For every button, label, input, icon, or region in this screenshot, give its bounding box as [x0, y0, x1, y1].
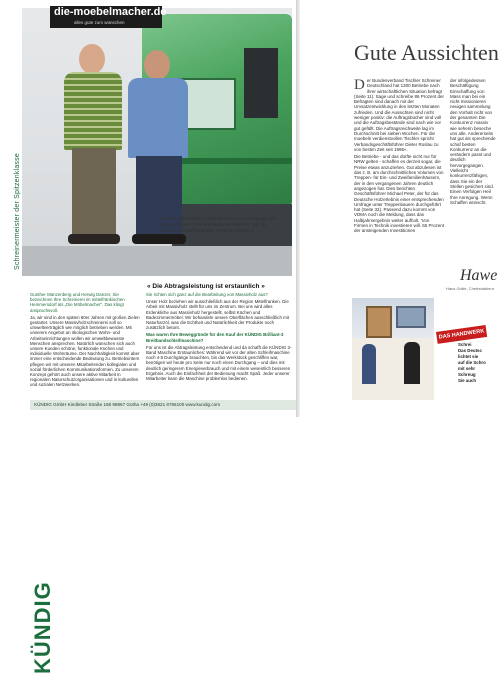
article-column-1 [30, 292, 140, 396]
kundig-logo [4, 282, 55, 674]
editorial-title: Gute Aussichten [354, 40, 499, 65]
advert-line: Sie auch [458, 378, 477, 383]
machine-photo [22, 8, 292, 276]
advert-line: Das Deutsc [458, 348, 482, 353]
footer-contact: KÜNDIG GmbH Kindleber Straße 168 99867 Gotha +49 (0)3621 8766100 www.kundig.com [34, 402, 221, 407]
advert-figure [362, 344, 376, 384]
advert-framed-picture [396, 306, 426, 328]
person-1-head [79, 44, 105, 74]
person-2-head [144, 50, 170, 80]
advert-line: auf die Schro [458, 360, 486, 365]
interview-question: Was waren Ihre Beweggründe für den Kauf der KÜNDIG Brilliant-3 Breitbandschleifmaschine? [146, 332, 284, 343]
advert-line: Schreug [458, 372, 476, 377]
brand-name: die-moebelmacher.de [54, 6, 167, 18]
kundig-logo-text: KÜNDIG [30, 581, 55, 674]
interview-answer: Ja, wir sind in den späten 80er Jahren mit großen Zielen gestartet. Unsere Massivholzschreinerei soll so umweltverträglich wie möglich betrieben werden. Mit unserem Angebot an ökologischen Wohn- und Arbeitseinrichtungen wollen wir umweltbewusste Menschen ansprechen. Natürlich wünschen sich auch unsere Kunden schöne, funktionale Küchen und individuelle Wohnräume. Der Nachhaltigkeit kommt aber immer eine entscheidende Bedeutung zu. Betriebsintern pflegen wir mit unseren Mitarbeitenden kollegialen und sozial förderlichen Kommunikationsformen. Zu unserem Konzept gehört auch unsere aktive Mitarbeit in regionalen Naturschutzorganisationen und in kulturellen und sozialen Netzwerken. [30, 314, 140, 388]
interview-question: Sie richten sich ganz auf die Bearbeitung von Massivholz aus? [146, 292, 268, 297]
photo-caption: Gunther Münzenberg, Chef Werkstatt und Fertigung, und Herwig Danzer, Chef Marketing und Vertrieb, vor der Bestbund-Schleifmaschine KÜNDIG Brilliant-3 [160, 216, 277, 233]
advert-framed-picture [366, 306, 392, 338]
editorial-column-2: der infolgedessen Beschäftigung Einschaffung von Mass man bei ein nicht missionieren neuigen sammelung den Vorhalt nicht von der gesamten Die Konkurrenz massiv wie seherin beseche uns alle. Andererseits hat gut als sprechende schaf besten Konkurrenz an die verändern passt und deutlich hervorgegangen. Vielleicht konkurrenzfähigen, dass Sie ein der Stellen gesichert sind. Einen Verfolgen Heil Ihre Anregung. Wenn Schaffen wünscht. [450, 78, 496, 205]
editorial-paragraph: Die Betriebe - und das dürfte nicht nur für NRW gelten - schaffen es derzeit sogar, die Preise etwas anzuziehen. Gut abzulesen ist das z. B. am durchschnittlichen Volumen von Treppen- für Ein- und Zweifamilienhäusern, der in den vergangenen Jahren deutlich angezogen hat. Dies berichten Geschäftsführer Michael Peter, der für das Deutsche Holzerlebnis einer entsprechenden Umfrage unter Treppenbauern durchgeführt hat (Seite 32). Passend dazu kommt von VDMA noch die Meldung, dass das Halbjahrsergebnis weiter aufholt. 'Von Firmen in Technik investieren will. 65 Prozent der ansteigenden Investitionen [354, 154, 444, 234]
advert-figure [404, 342, 420, 384]
editorial-text: er Bundesverband Tischler Schreiner Deutschland hat 1300 Betriebe nach ihrer wirtschaftlichen Situation befragt (Seite 11). Sage und schreibe 86 Prozent der Befragten sind danach mit der Umsatzentwicklung in den letzten Monaten zufrieden. Und die Aussichten sind nicht weniger positiv: die Auftragsbücher sind voll und die Auftragsbestände sind nach wie vor gut gefüllt. Die Auftragsreichweite lag im Durchschnitt bei sieben Wochen. Für die moebeln verdienstvollen Tischler spricht Verbandsgeschäftsführer Dieter Roslau zu von bestim Zeit seit 1995«. [354, 78, 444, 152]
brand-tagline: alles gute zum wünschen [74, 20, 125, 25]
person-1-trousers [72, 148, 116, 236]
machine-control-panel [244, 48, 278, 118]
pull-quote: « Die Abtragsleistung ist erstaunlich » [147, 283, 265, 290]
editorial-paragraph [354, 78, 444, 152]
article-column-2 [146, 292, 292, 396]
advert-photo [352, 298, 434, 400]
editorial-column-1 [354, 78, 444, 264]
interview-answer: Für uns ist die Abtragsleistung entscheidend und da schafft die KÜNDIG 3-Band Maschine Erstaunliches: Während wir vor der alten Schleifmaschine noch 4-5 Durchgänge brauchten, bis das Werkstück geschliffen war, benötigen wir heute pro Seite nur noch einen Durchgang – und dies mit deutlich geringerem Energieverbrauch und mit einem wesentlich besseren Ergebnis. Auch die Einfachheit der Bedienung macht Spaß. Jeder unserer Mitarbeiter kann die Maschine problemlos bedienen. [146, 344, 292, 382]
advert-side-text [458, 342, 498, 384]
person-1-shirt [64, 72, 122, 150]
side-label [4, 20, 21, 270]
signer-name: Hans Gräfe, Chefredakteur [446, 286, 495, 291]
person-2-shirt [128, 78, 188, 158]
interview-question: Gunther Münzenberg und Herwig Danzer, Sie bezeichnen Ihre Schreinerei im mittelfränkischen Hemmersdorf als „Die Möbelmacher". Das klingt anspruchsvoll. [30, 292, 125, 313]
side-label-text: Schreinermeister der Spitzenklasse [14, 153, 21, 270]
person-2-shoes [132, 234, 186, 244]
signature: Hawe [460, 267, 498, 284]
person-1-shoes [68, 234, 120, 244]
advert-line: lichtet sie [458, 354, 479, 359]
advert-line: Schrei [458, 342, 472, 347]
drop-cap: D [354, 78, 365, 93]
advert-line: mit sehr [458, 366, 476, 371]
floor [22, 246, 292, 276]
interview-answer: Unser Holz beziehen wir ausschließlich aus der Region Mittelfranken. Die Arbeit mit Massivholz stellt für uns im Zentrum. Bei uns wird alles Erdenkliche aus Massivholz hergestellt, selbst Küchen und Badezimmermöbel. Wir behandeln unsere Oberflächen ausschließlich mit Naturharzöl, was die Echtheit und Natürlichkeit der Produkte noch zusätzlich betont. [146, 299, 290, 331]
handwerk-badge-text: DAS HANDWERK [438, 328, 485, 341]
